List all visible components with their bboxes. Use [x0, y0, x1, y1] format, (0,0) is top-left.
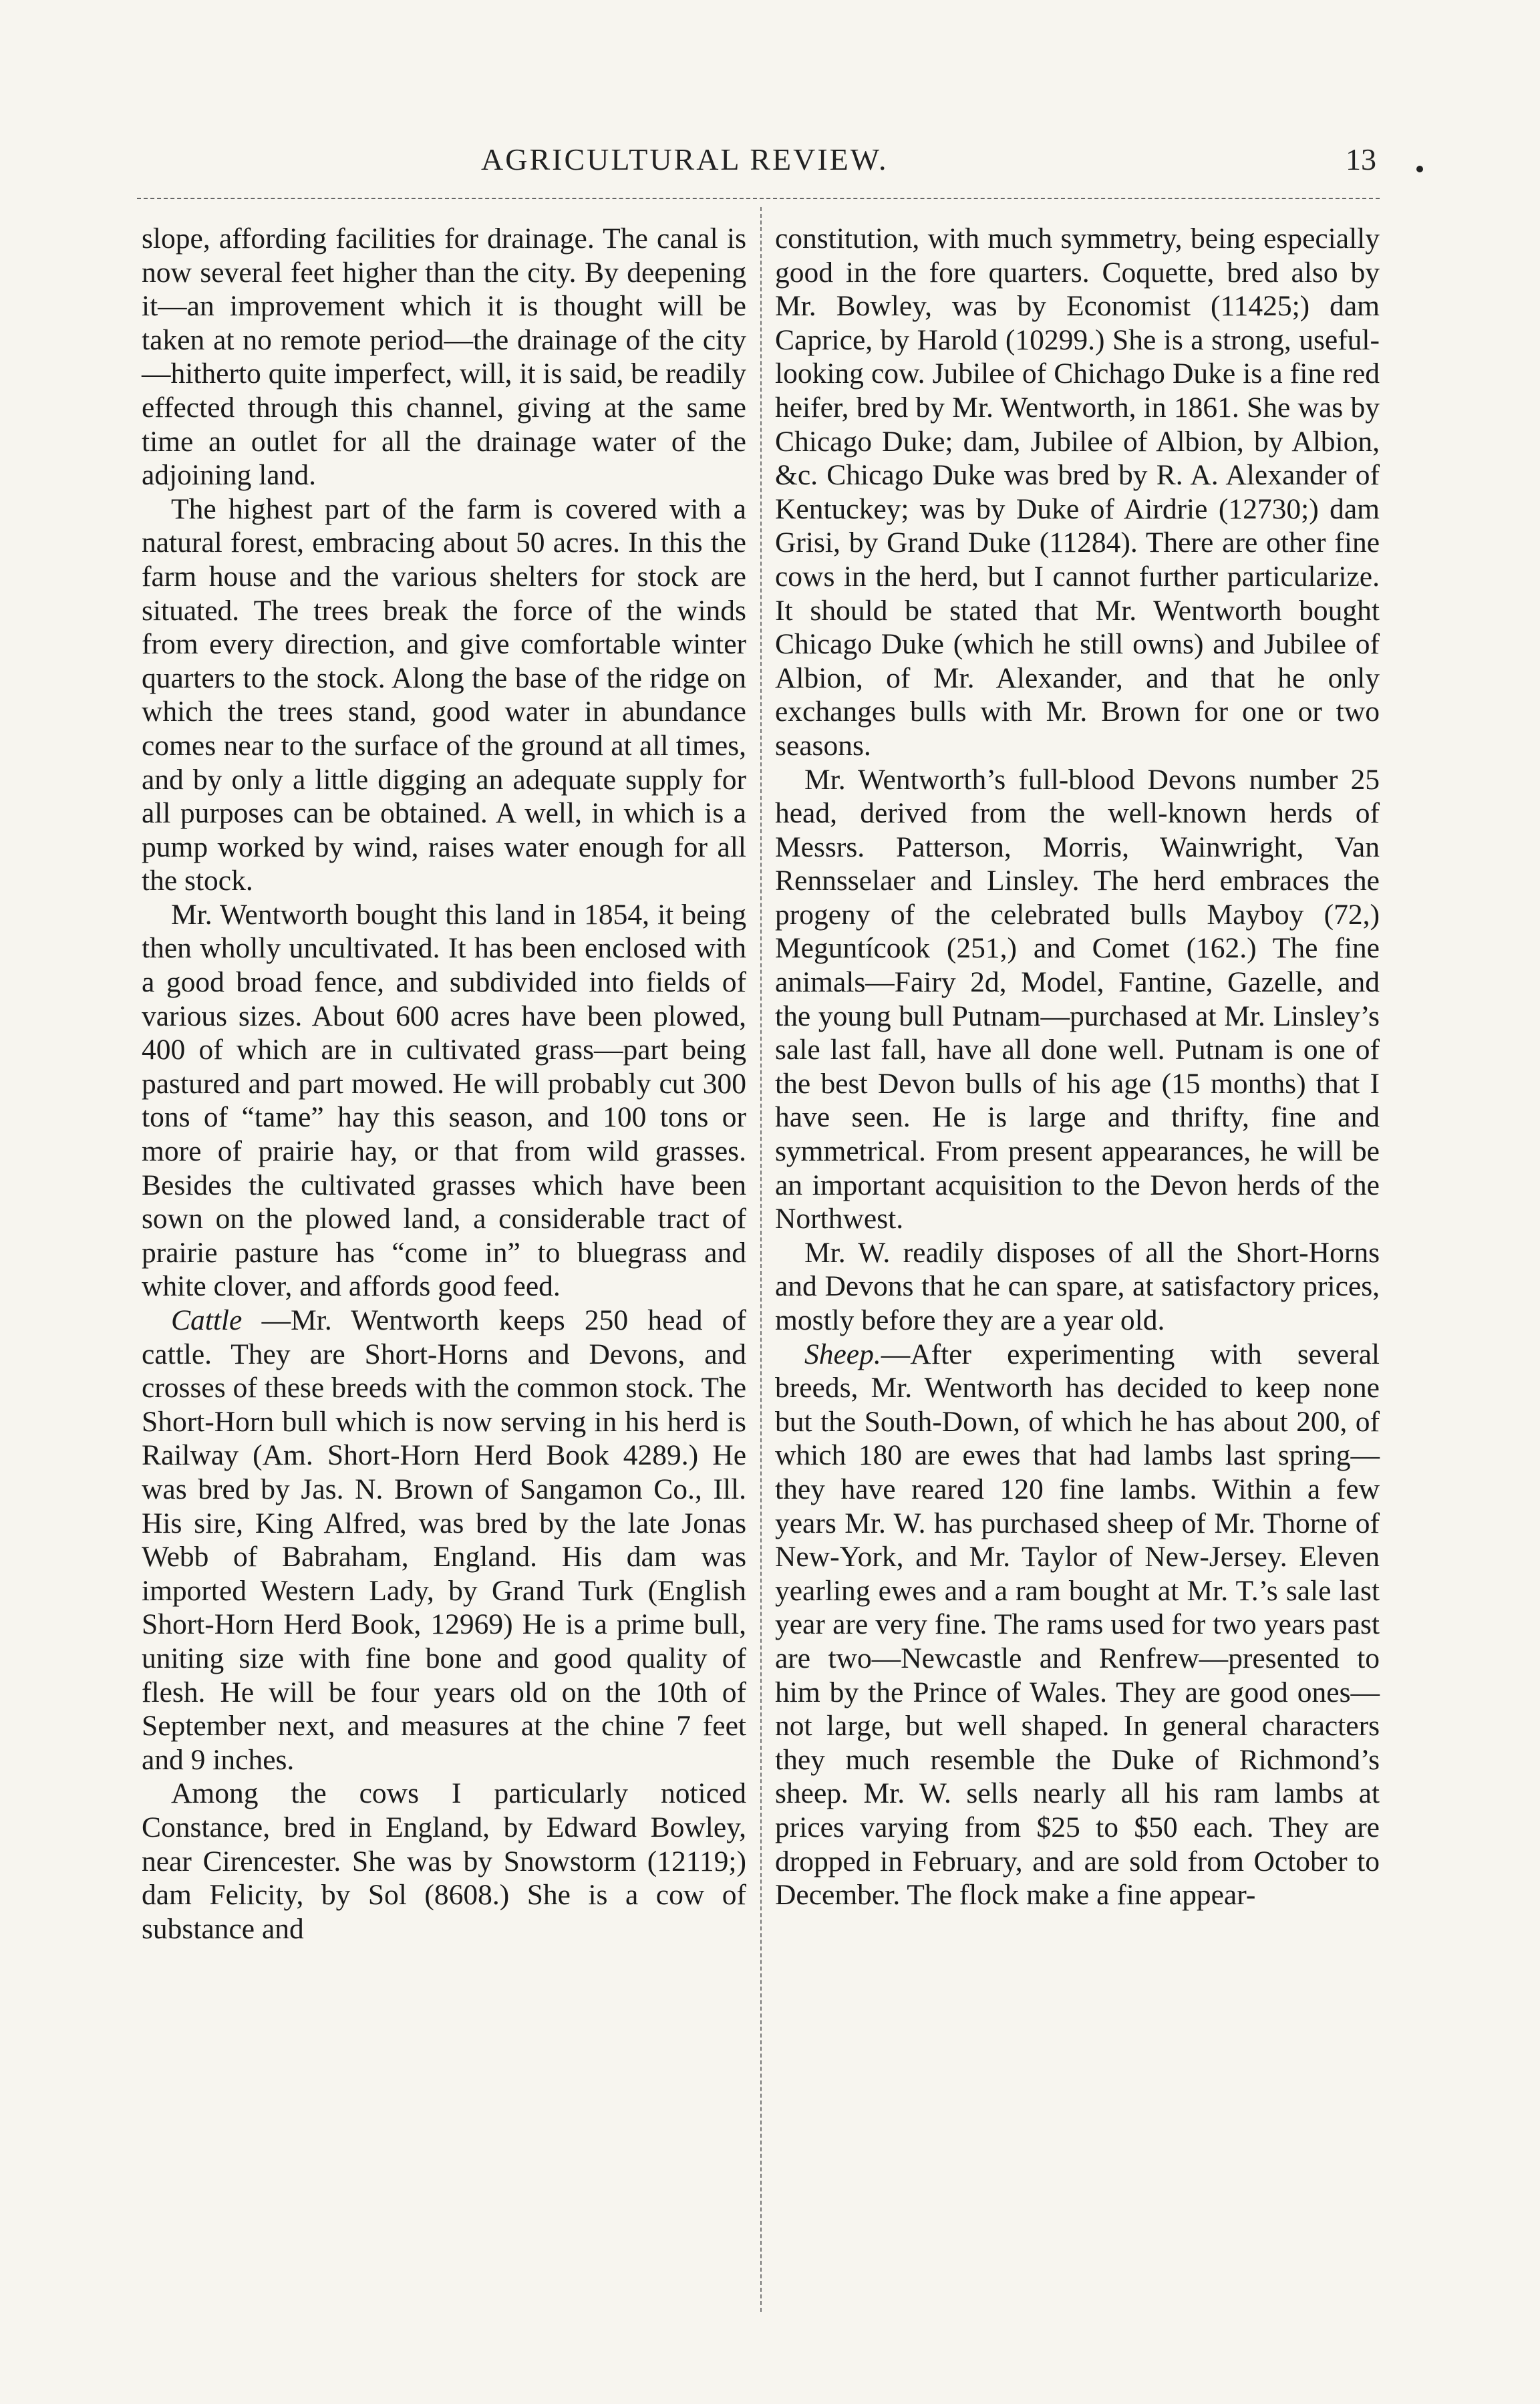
paragraph: The highest part of the farm is covered with a natural forest, embracing about 50 acres. In this the farm house and the various shelters for stock are situated. The trees break the force of the winds from every direction, and give comfortable winter quarters to the stock. Along the base of the ridge on which the trees stand, good water in abundance comes near to the surface of the ground at all times, and by only a little digging an adequate supply for all purposes can be obtained. A well, in which is a pump worked by wind, raises water enough for all the stock.: [142, 492, 746, 897]
paragraph: Mr. Wentworth’s full-blood Devons number 25 head, derived from the well-known herds of Messrs. Patterson, Morris, Wainwright, Van Rennsselaer and Linsley. The herd embraces the progeny of the celebrated bulls Mayboy (72,) Meguntícook (251,) and Comet (162.) The fine animals—Fairy 2d, Model, Fantine, Gazelle, and the young bull Putnam—purchased at Mr. Linsley’s sale last fall, have all done well. Putnam is one of the best Devon bulls of his age (15 months) that I have seen. He is large and thrifty, fine and symmetrical. From present appearances, he will be an important acquisition to the Devon herds of the Northwest.: [775, 763, 1380, 1235]
paragraph-cattle: [142, 1304, 746, 1777]
paragraph-text: —Mr. Wentworth keeps 250 head of cattle. They are Short-Horns and Devons, and crosses of these breeds with the common stock. The Short-Horn bull which is now serving in his herd is Railway (Am. Short-Horn Herd Book 4289.) He was bred by Jas. N. Brown of Sangamon Co., Ill. His sire, King Alfred, was bred by the late Jonas Webb of Babraham, England. His dam was imported Western Lady, by Grand Turk (English Short-Horn Herd Book, 12969) He is a prime bull, uniting size with fine bone and good quality of flesh. He will be four years old on the 10th of September next, and measures at the chine 7 feet and 9 inches.: [142, 1304, 746, 1776]
header-rule: [137, 198, 1380, 199]
paragraph: slope, affording facilities for drainage. The canal is now several feet higher than the city. By deepening it—an improvement which it is thought will be taken at no remote period—the drainage of the city—hitherto quite imperfect, will, it is said, be readily effected through this channel, giving at the same time an outlet for all the drainage water of the adjoining land.: [142, 222, 746, 492]
paragraph: Mr. W. readily disposes of all the Short-Horns and Devons that he can spare, at satisfactory prices, mostly before they are a year old.: [775, 1236, 1380, 1336]
right-column: [775, 222, 1380, 1912]
paragraph: Among the cows I particularly noticed Constance, bred in England, by Edward Bowley, near Cirencester. She was by Snowstorm (12119;) dam Felicity, by Sol (8608.) She is a cow of substance and: [142, 1777, 746, 1945]
left-column: [142, 222, 746, 1946]
ink-dot: [1416, 166, 1423, 172]
paragraph: Mr. Wentworth bought this land in 1854, it being then wholly uncultivated. It has been enclosed with a good broad fence, and subdivided into fields of various sizes. About 600 acres have been plowed, 400 of which are in cultivated grass—part being pastured and part mowed. He will probably cut 300 tons of “tame” hay this season, and 100 tons or more of prairie hay, or that from wild grasses. Besides the cultivated grasses which have been sown on the plowed land, a considerable tract of prairie pasture has “come in” to bluegrass and white clover, and affords good feed.: [142, 898, 746, 1303]
paragraph-text: —After experimenting with several breeds, Mr. Wentworth has decided to keep none but the South-Down, of which he has about 200, of which 180 are ewes that had lambs last spring—they have reared 120 fine lambs. Within a few years Mr. W. has purchased sheep of Mr. Thorne of New-York, and Mr. Taylor of New-Jersey. Eleven yearling ewes and a ram bought at Mr. T.’s sale last year are very fine. The rams used for two years past are two—Newcastle and Renfrew—presented to him by the Prince of Wales. They are good ones—not large, but well shaped. In general characters they much resemble the Duke of Richmond’s sheep. Mr. W. sells nearly all his ram lambs at prices varying from $25 to $50 each. They are dropped in February, and are sold from October to December. The flock make a fine appear-: [775, 1338, 1380, 1912]
section-lead-sheep: Sheep.: [804, 1338, 881, 1370]
column-divider: [760, 207, 762, 2312]
section-lead-cattle: Cattle: [171, 1304, 243, 1336]
paragraph: constitution, with much symmetry, being especially good in the fore quarters. Coquette, bred also by Mr. Bowley, was by Economist (11425;) dam Caprice, by Harold (10299.) She is a strong, useful-looking cow. Jubilee of Chichago Duke is a fine red heifer, bred by Mr. Wentworth, in 1861. She was by Chicago Duke; dam, Jubilee of Albion, by Albion, &c. Chicago Duke was bred by R. A. Alexander of Kentuckey; was by Duke of Airdrie (12730;) dam Grisi, by Grand Duke (11284). There are other fine cows in the herd, but I cannot further particularize. It should be stated that Mr. Wentworth bought Chicago Duke (which he still owns) and Jubilee of Albion, of Mr. Alexander, and that he only exchanges bulls with Mr. Brown for one or two seasons.: [775, 222, 1380, 762]
page-number: 13: [1346, 142, 1376, 176]
paragraph-sheep: [775, 1338, 1380, 1912]
page-header: [134, 134, 1383, 187]
running-head: AGRICULTURAL REVIEW.: [481, 142, 889, 176]
